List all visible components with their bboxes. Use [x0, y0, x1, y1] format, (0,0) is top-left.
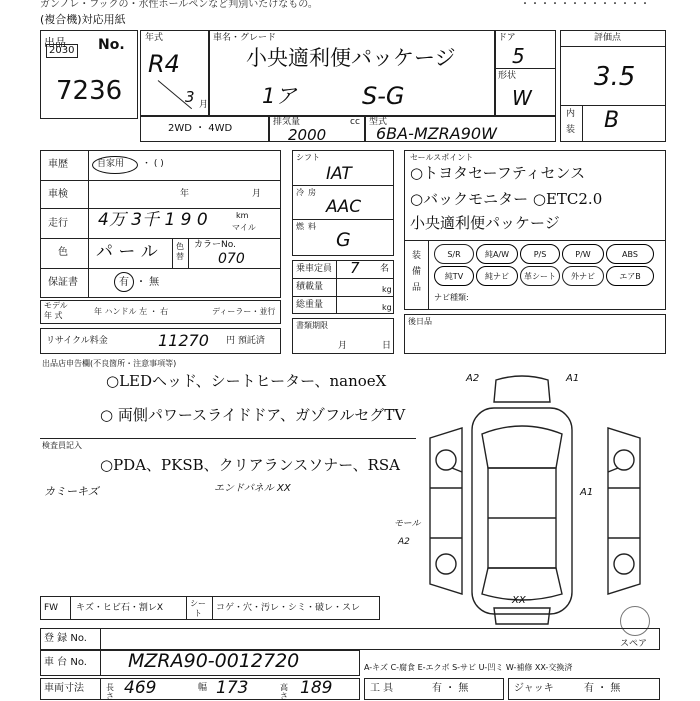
height-value: 189 [300, 678, 333, 698]
shape-label: 形状 [498, 71, 517, 81]
registration-label: 登 録 No. [44, 633, 87, 644]
equip-abs: ABS [606, 244, 654, 264]
displacement-label: 排気量 [273, 117, 301, 127]
history-rest: ・ ( ) [142, 159, 164, 169]
equip-sunroof: S/R [434, 244, 474, 264]
history-value: 自家用 [97, 159, 125, 169]
mark-side: モール [394, 519, 421, 529]
ac-value: AAC [326, 197, 362, 217]
fuel-label-1: 燃 [296, 222, 304, 231]
tools-label: 工 具 [370, 683, 394, 694]
grade-2: S-G [362, 82, 405, 110]
capacity-label: 乗車定員 [296, 264, 333, 274]
color-no-label: カラーNo. [194, 240, 236, 250]
registration-row [40, 628, 660, 650]
mark-a2-top: A2 [466, 373, 480, 384]
mark-rear-xx: XX [512, 595, 526, 606]
equip-tv: 純TV [434, 266, 474, 286]
recycle-unit: 円 預託済 [226, 336, 265, 346]
model-year-label-2: 年 式 [44, 311, 63, 320]
equip-alloy-wheels: 純A/W [476, 244, 518, 264]
car-front-view [494, 376, 550, 402]
seat-label-1: シー [190, 599, 206, 608]
spare-label: スペア [620, 639, 648, 649]
sales-line-1: ○トヨタセーフティセンス [410, 164, 586, 182]
displacement-value: 2000 [288, 126, 327, 144]
car-left-side [430, 428, 462, 594]
length-label: 長さ [106, 683, 114, 701]
recycle-value: 11270 [158, 331, 209, 350]
wheel-front-left [436, 450, 456, 470]
gross-label: 総重量 [296, 300, 324, 310]
equip-power-steering: P/S [520, 244, 560, 264]
chassis-label: 車 台 No. [44, 657, 87, 668]
later-items-label: 後日品 [408, 317, 432, 326]
width-value: 173 [216, 678, 249, 698]
sales-line-2: ○バックモニター ○ETC2.0 [410, 190, 603, 208]
later-items-box [404, 314, 666, 354]
ac-label-1: 冷 [296, 188, 304, 197]
capacity-unit: 名 [380, 264, 390, 274]
inspection-month: 月 [252, 189, 262, 199]
inspector-note-1: ○PDA、PKSB、クリアランスソナー、RSA [100, 456, 400, 474]
mark-side-a2: A2 [398, 537, 410, 547]
cc-unit: cc [350, 117, 360, 127]
fuel-label-2: 料 [308, 222, 316, 231]
door-label: ドア [498, 33, 516, 43]
shift-value: IAT [326, 164, 352, 184]
load-label: 積載量 [296, 282, 324, 292]
equip-label-3: 品 [412, 283, 422, 293]
seller-note-1: ○LEDヘッド、シートヒーター、nanoeX [106, 372, 387, 390]
year-label: 年式 [145, 33, 164, 43]
color-value: パ ー ル [96, 242, 158, 262]
fuel-value: G [336, 229, 351, 251]
lot-no-label: No. [98, 37, 125, 53]
sales-label: セールスポイント [410, 153, 474, 162]
jack-options: 有 ・ 無 [584, 683, 621, 694]
car-name-label: 車名・グレード [213, 33, 277, 43]
warranty-yes: 有 [119, 277, 129, 288]
form-subtitle: (複合機)対応用紙 [40, 13, 126, 26]
year-month: 3 [185, 88, 195, 106]
wheel-front-right [614, 450, 634, 470]
wheel-rear-right [614, 554, 634, 574]
car-windshield [482, 426, 562, 468]
warranty-label: 保証書 [48, 277, 78, 288]
drive-type: 2WD ・ 4WD [168, 123, 233, 134]
equip-label-2: 備 [412, 267, 422, 277]
equip-label-1: 装 [412, 251, 422, 261]
fw-items: キズ・ヒビ石・割レX [76, 603, 163, 613]
equip-aftermarket-navi: 外ナビ [562, 266, 604, 286]
model-year-label-1: モデル [44, 301, 68, 310]
load-unit: kg [382, 285, 392, 294]
chassis-number: MZRA90-0012720 [128, 650, 300, 672]
gross-unit: kg [382, 303, 392, 312]
equip-airbag: エアB [606, 266, 654, 286]
lot-small-box [46, 44, 78, 58]
jack-label: ジャッキ [514, 683, 554, 694]
month-unit: 月 [199, 100, 209, 110]
inspector-label: 検査員記入 [42, 441, 82, 450]
car-body-outline [472, 408, 572, 614]
interior-grade: B [604, 108, 620, 133]
warranty-no: ・ 無 [136, 277, 160, 288]
inspection-label: 車検 [48, 189, 68, 200]
km-unit: km [236, 211, 249, 220]
model-code: 6BA-MZRA90W [376, 124, 497, 143]
length-value: 469 [124, 678, 157, 698]
grade-1: 1ア [262, 84, 297, 108]
year-era: R4 [148, 50, 180, 78]
handle-label: 年 ハンドル 左 ・ 右 [94, 307, 169, 316]
score-value: 3.5 [594, 62, 636, 92]
seat-label-2: ト [194, 609, 202, 618]
doc-label: 書類期限 [296, 321, 328, 330]
damage-legend: A-キズ C-腐食 E-エクボ S-サビ U-凹ミ W-補修 XX-交換済 [364, 663, 573, 672]
recycle-label: リサイクル料金 [46, 336, 108, 346]
capacity-value: 7 [350, 259, 360, 277]
inspector-note-3: エンドパネル XX [214, 483, 291, 494]
interior-label-2: 装 [566, 125, 576, 135]
inspection-year: 年 [180, 189, 190, 199]
color-no-value: 070 [218, 251, 245, 267]
shift-label: シフト [296, 153, 320, 162]
score-label: 評価点 [594, 33, 622, 43]
fw-label: FW [44, 603, 59, 613]
equip-navi: 純ナビ [476, 266, 518, 286]
shape-value: W [512, 86, 532, 110]
color-change-label: 色替 [176, 242, 184, 261]
car-right-side [608, 428, 640, 594]
seller-note-2: ○ 両側パワースライドドア、ガゾフルセグTV [100, 406, 406, 424]
doc-day: 日 [382, 341, 392, 351]
mileage-value: 4万 3千 1 9 0 [98, 210, 208, 230]
interior-label-1: 内 [566, 109, 576, 119]
history-label: 車歴 [48, 159, 68, 170]
navi-type-label: ナビ種類: [434, 293, 469, 302]
mark-a1-top: A1 [566, 373, 580, 384]
doc-month: 月 [338, 341, 348, 351]
tools-options: 有 ・ 無 [432, 683, 469, 694]
wheel-rear-left [436, 554, 456, 574]
top-instruction: ガンノレ・フックの・水性ホールペンなど判別いたけなもの。 [40, 0, 318, 10]
ac-label-2: 房 [308, 188, 316, 197]
sales-line-3: 小央適利便パッケージ [410, 214, 560, 232]
door-count: 5 [512, 44, 525, 68]
dealer-label: ディーラー・並行 [212, 307, 276, 316]
car-name: 小央適利便パッケージ [246, 46, 456, 70]
mark-a1-right: A1 [580, 487, 594, 498]
seller-notes-label: 出品店申告欄(不良箇所・注意事項等) [42, 359, 177, 368]
height-label: 高さ [280, 683, 288, 701]
width-label: 幅 [198, 683, 208, 693]
inspector-note-2: カミーキズ [44, 485, 99, 498]
model-label: 型式 [369, 117, 388, 127]
lot-prefix: 出品 [44, 36, 66, 49]
dimensions-label: 車両寸法 [44, 683, 84, 694]
lot-number: 7236 [56, 76, 123, 106]
color-label: 色 [58, 247, 68, 258]
car-damage-diagram [400, 368, 670, 628]
car-rear-view [494, 608, 550, 624]
mileage-label: 走行 [48, 218, 68, 229]
lot-small-number: 2030 [49, 45, 75, 56]
equip-power-windows: P/W [562, 244, 604, 264]
mile-unit: マイル [232, 223, 256, 232]
seat-items: コゲ・穴・汚レ・シミ・破レ・スレ [216, 603, 361, 613]
top-instruction-right: ・・・・・・・・・・・・・ [520, 0, 650, 10]
equip-leather: 革シート [520, 266, 560, 286]
